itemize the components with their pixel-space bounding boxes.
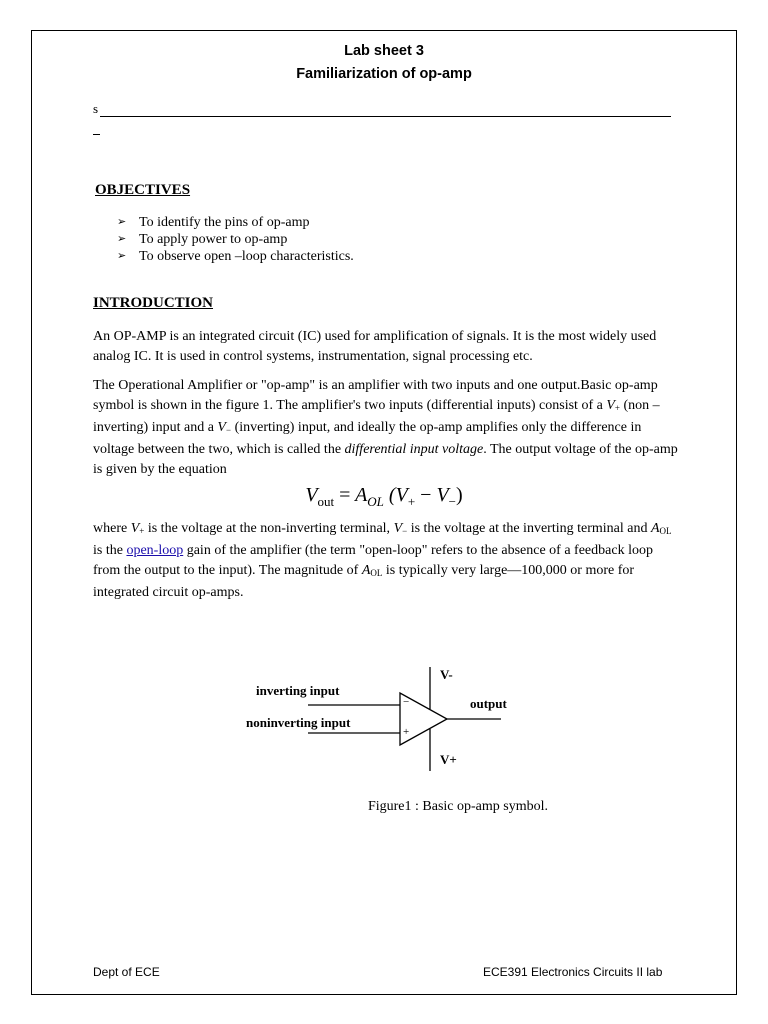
list-item: ➢ To observe open –loop characteristics.	[117, 249, 354, 264]
v-plus-label: V+	[440, 752, 457, 767]
noninverting-input-label: noninverting input	[246, 715, 351, 730]
arrow-bullet-icon: ➢	[117, 233, 127, 245]
document-title: Lab sheet 3	[344, 43, 424, 59]
arrow-bullet-icon: ➢	[117, 216, 127, 228]
output-voltage-equation: $V_{out} = A_{OL}$ $(V_+ - V_-)$	[305, 484, 463, 509]
field-marker: s	[93, 101, 99, 116]
figure-caption: Figure1 : Basic op-amp symbol.	[367, 799, 549, 814]
document-subtitle: Familiarization of op-amp	[296, 66, 472, 82]
minus-sign: −	[403, 696, 410, 708]
inverting-input-label: inverting input	[256, 683, 340, 698]
intro-paragraph-3: where $V_+$ is the voltage at the non-inverting terminal, $V_-$ is the voltage at the inverting terminal and $A_{OL}$ is the open-loop gain of the amplifier (the term "open-loop" refers to the absence of a feedback loop from the output to the input). The magnitude of $A_{OL}$ is typically very large—100,000 or more for integrated circuit op-amps.	[93, 521, 672, 600]
intro-paragraph-2: The Operational Amplifier or "op-amp" is an amplifier with two inputs and one output.Basic op-amp symbol is shown in the figure 1. The amplifier's two inputs (differential inputs) consist of a $V_+$ (non –inverting) input and a $V_-$ (inverting) input, and ideally the op-amp amplifies only the difference in voltage between the two, which is called the differential input voltage. The output voltage of the op-amp is given by the equation	[93, 378, 678, 477]
footer-right: ECE391 Electronics Circuits II lab	[483, 965, 663, 979]
list-item: ➢ To identify the pins of op-amp	[117, 215, 310, 230]
footer-left: Dept of ECE	[93, 965, 160, 979]
v-minus-label: V-	[440, 667, 453, 682]
intro-paragraph-1: An OP-AMP is an integrated circuit (IC) used for amplification of signals. It is the most widely used analog IC. It is used in control systems, instrumentation, signal processing etc.	[93, 329, 657, 364]
open-loop-link[interactable]: open-loop	[126, 543, 184, 558]
objectives-heading: OBJECTIVES	[95, 182, 191, 198]
output-label: output	[470, 696, 507, 711]
list-item: ➢ To apply power to op-amp	[117, 232, 288, 247]
introduction-heading: INTRODUCTION	[93, 295, 214, 311]
plus-sign: +	[403, 726, 410, 738]
arrow-bullet-icon: ➢	[117, 250, 127, 262]
